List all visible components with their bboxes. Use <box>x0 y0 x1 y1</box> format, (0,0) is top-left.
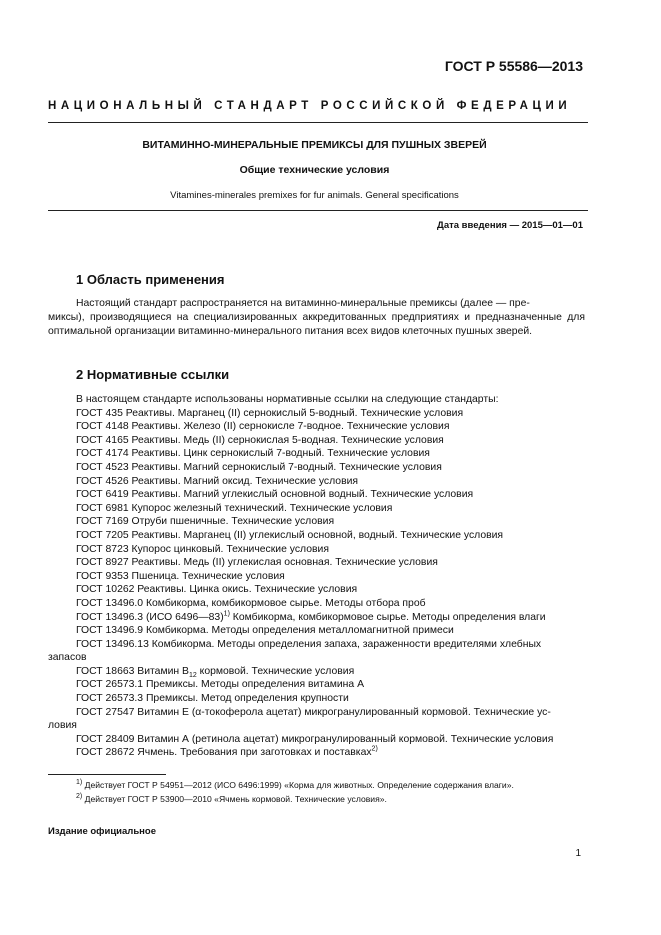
document-code: ГОСТ Р 55586—2013 <box>444 58 583 74</box>
section-2-heading: 2 Нормативные ссылки <box>76 367 230 382</box>
reference-item: ГОСТ 4165 Реактивы. Медь (II) сернокислая 5-водная. Технические условия <box>76 434 444 446</box>
section-1-paragraph <box>48 297 585 339</box>
reference-item: ГОСТ 9353 Пшеница. Технические условия <box>76 570 285 582</box>
reference-item <box>48 638 585 665</box>
footnote-mark: 1) <box>76 779 83 787</box>
reference-text: кормовой. Технические условия <box>196 665 355 677</box>
reference-item: ГОСТ 13496.9 Комбикорма. Методы определения металломагнитной примеси <box>76 625 454 637</box>
document-title: ВИТАМИННО-МИНЕРАЛЬНЫЕ ПРЕМИКСЫ ДЛЯ ПУШНЫХ ЗВЕРЕЙ <box>142 139 487 151</box>
national-standard-heading: НАЦИОНАЛЬНЫЙ СТАНДАРТ РОССИЙСКОЙ ФЕДЕРАЦИИ <box>48 100 572 112</box>
page-number: 1 <box>575 848 581 859</box>
reference-item: ГОСТ 7205 Реактивы. Марганец (II) углекислый основной, водный. Технические условия <box>76 529 504 541</box>
footnote-2 <box>76 792 596 806</box>
footnote-1 <box>76 778 596 792</box>
reference-item: ГОСТ 13496.0 Комбикорма, комбикормовое сырье. Методы отбора проб <box>76 597 426 609</box>
reference-item: ГОСТ 6419 Реактивы. Магний углекислый основной водный. Технические условия <box>76 489 474 501</box>
footnote-divider <box>48 774 166 775</box>
section-1-paragraph-rest: миксы), производящиеся на специализированных аккредитованных предприятиях и предназначенные для оптимальной организации витаминно-минерального питания всех видов клеточных пушных зверей. <box>48 312 585 337</box>
reference-item: ГОСТ 8723 Купорос цинковый. Технические условия <box>76 543 329 555</box>
footnote-marker: 2) <box>371 745 378 753</box>
document-subtitle: Общие технические условия <box>239 164 390 176</box>
reference-item: ГОСТ 10262 Реактивы. Цинка окись. Технические условия <box>76 584 358 596</box>
reference-text: ГОСТ 28672 Ячмень. Требования при заготовках и поставках <box>76 747 372 759</box>
footnote-text: Действует ГОСТ Р 54951—2012 (ИСО 6496:1999) «Корма для животных. Определение содержания влаги». <box>82 780 514 790</box>
reference-item: ГОСТ 4526 Реактивы. Магний оксид. Технические условия <box>76 475 359 487</box>
reference-item: ГОСТ 6981 Купорос железный технический. Технические условия <box>76 502 393 514</box>
reference-item: ГОСТ 26573.1 Премиксы. Методы определения витамина А <box>76 679 365 691</box>
reference-item: ГОСТ 26573.3 Премиксы. Метод определения крупности <box>76 693 349 705</box>
reference-item: ГОСТ 435 Реактивы. Марганец (II) сернокислый 5-водный. Технические условия <box>76 407 464 419</box>
reference-item <box>76 665 585 679</box>
reference-text: Комбикорма, комбикормовое сырье. Методы определения влаги <box>229 611 546 623</box>
reference-text-continued: ловия <box>48 720 77 732</box>
reference-item: ГОСТ 28409 Витамин А (ретинола ацетат) микрогранулированный кормовой. Технические условия <box>76 733 554 745</box>
reference-item <box>76 746 585 760</box>
reference-item: ГОСТ 7169 Отруби пшеничные. Технические условия <box>76 516 335 528</box>
reference-item: ГОСТ 4148 Реактивы. Железо (II) сернокисле 7-водное. Технические условия <box>76 421 450 433</box>
reference-item <box>48 706 585 733</box>
section-1-paragraph-line1: Настоящий стандарт распространяется на витаминно-минеральные премиксы (далее — пре- <box>76 298 530 309</box>
reference-items <box>76 407 585 611</box>
footnote-text: Действует ГОСТ Р 53900—2010 «Ячмень кормовой. Технические условия». <box>82 794 387 804</box>
subscript: 12 <box>188 671 197 679</box>
references-intro: В настоящем стандарте использованы нормативные ссылки на следующие стандарты: <box>76 394 499 405</box>
reference-text: ГОСТ 13496.13 Комбикорма. Методы определения запаха, зараженности вредителями хлебных <box>76 638 542 650</box>
official-edition-label: Издание официальное <box>48 826 156 837</box>
reference-item: ГОСТ 4523 Реактивы. Магний сернокислый 7-водный. Технические условия <box>76 461 442 473</box>
reference-text: ГОСТ 27547 Витамин Е (α-токоферола ацетат) микрогранулированный кормовой. Технические ус- <box>76 706 551 718</box>
footnote-marker: 1) <box>223 610 230 618</box>
reference-text: ГОСТ 18663 Витамин B <box>76 665 189 677</box>
reference-text: ГОСТ 13496.3 (ИСО 6496—83) <box>76 611 224 623</box>
introduction-date: Дата введения — 2015—01—01 <box>437 220 583 231</box>
reference-item: ГОСТ 4174 Реактивы. Цинк сернокислый 7-водный. Технические условия <box>76 448 430 460</box>
reference-item: ГОСТ 8927 Реактивы. Медь (II) углекислая основная. Технические условия <box>76 557 438 569</box>
reference-item <box>76 611 585 625</box>
header-divider <box>48 122 588 123</box>
title-divider <box>48 210 588 211</box>
english-title: Vitamines-minerales premixes for fur animals. General specifications <box>170 190 459 201</box>
reference-text-continued: запасов <box>48 652 87 664</box>
section-1-heading: 1 Область применения <box>76 272 225 287</box>
footnotes <box>76 778 596 806</box>
normative-references-list <box>48 393 585 760</box>
footnote-mark: 2) <box>76 793 83 801</box>
